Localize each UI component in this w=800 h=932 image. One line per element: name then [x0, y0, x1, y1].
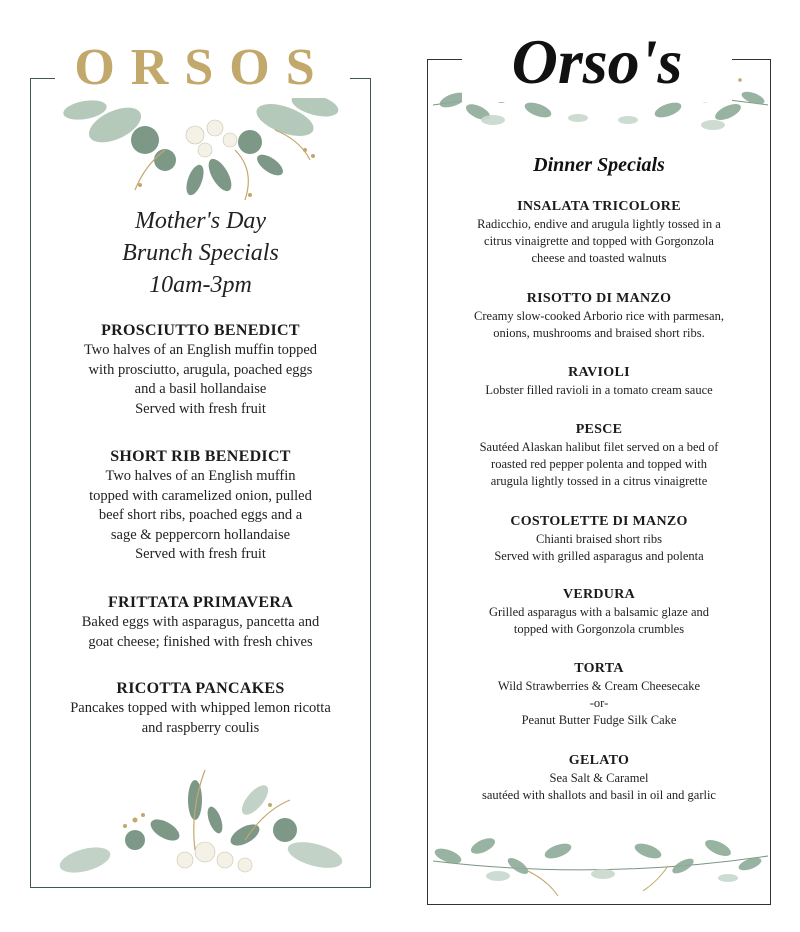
item-name: RICOTTA PANCAKES: [116, 680, 285, 697]
item-desc-line: Grilled asparagus with a balsamic glaze and: [488, 605, 710, 619]
menu-item: [48, 446, 353, 565]
menu-item: [455, 364, 743, 399]
menu-item: [455, 752, 743, 804]
item-desc-line: Pancakes topped with whipped lemon ricotta: [70, 700, 331, 716]
menu-item: [48, 678, 353, 738]
item-desc-line: Two halves of an English muffin: [105, 468, 296, 484]
item-desc-line: -or-: [589, 696, 609, 710]
item-desc-line: Baked eggs with asparagus, pancetta and: [81, 614, 320, 630]
item-name: COSTOLETTE DI MANZO: [510, 514, 688, 529]
item-name: GELATO: [568, 753, 630, 768]
item-desc-line: Wild Strawberries & Cream Cheesecake: [497, 679, 701, 693]
hours: 10am-3pm: [149, 272, 252, 298]
menu-item: [455, 586, 743, 638]
item-desc-line: Creamy slow-cooked Arborio rice with parmesan,: [474, 309, 724, 323]
item-desc-line: Served with grilled asparagus and polenta: [494, 549, 704, 563]
menu-item: [48, 592, 353, 652]
floral-top-left-illustration: [45, 80, 355, 210]
item-desc-line: cheese and toasted walnuts: [531, 251, 667, 265]
item-desc-line: arugula lightly tossed in a citrus vinaigrette: [490, 474, 708, 488]
menu-item: [48, 320, 353, 419]
title-line-1: Mother's Day: [134, 208, 267, 234]
item-desc-line: Sea Salt & Caramel: [549, 771, 649, 785]
menu-item: [455, 513, 743, 565]
menu-item: [455, 660, 743, 729]
item-desc-line: Two halves of an English muffin topped: [83, 342, 318, 358]
item-desc-line: topped with Gorgonzola crumbles: [513, 622, 685, 636]
floral-bottom-left-illustration: [45, 760, 355, 886]
item-desc-line: sage & peppercorn hollandaise: [110, 526, 291, 543]
item-name: PROSCIUTTO BENEDICT: [101, 322, 300, 339]
item-desc-line: and a basil hollandaise: [134, 381, 267, 397]
dinner-title: Dinner Specials: [533, 154, 665, 176]
item-desc-line: Peanut Butter Fudge Silk Cake: [521, 713, 677, 727]
item-desc-line: roasted red pepper polenta and topped with: [491, 457, 707, 471]
floral-bottom-right-illustration: [428, 826, 770, 896]
item-desc-line: Served with fresh fruit: [135, 400, 266, 417]
item-desc-line: Served with fresh fruit: [135, 546, 266, 562]
brand-logo: Orso's: [462, 22, 732, 102]
menu-item: [455, 198, 743, 267]
brand-logo: ORSOS: [55, 38, 350, 98]
item-name: SHORT RIB BENEDICT: [110, 448, 291, 465]
item-desc-line: and raspberry coulis: [141, 719, 260, 736]
item-desc-line: Radicchio, endive and arugula lightly tossed in a: [477, 217, 721, 231]
item-desc-line: Lobster filled ravioli in a tomato cream sauce: [485, 383, 713, 397]
menu-item: [455, 290, 743, 342]
item-desc-line: sautéed with shallots and basil in oil and garlic: [482, 788, 716, 802]
item-name: PESCE: [575, 422, 623, 437]
menu-item: [455, 421, 743, 490]
item-name: VERDURA: [562, 587, 636, 602]
title-line-2: Brunch Specials: [122, 240, 279, 266]
item-name: RISOTTO DI MANZO: [526, 291, 672, 306]
item-name: TORTA: [574, 661, 624, 676]
item-desc-line: topped with caramelized onion, pulled: [89, 487, 312, 504]
item-name: RAVIOLI: [568, 365, 630, 380]
item-desc-line: beef short ribs, poached eggs and a: [98, 507, 303, 523]
item-name: FRITTATA PRIMAVERA: [107, 594, 294, 611]
item-desc-line: citrus vinaigrette and topped with Gorgonzola: [484, 234, 714, 248]
item-desc-line: goat cheese; finished with fresh chives: [88, 633, 313, 650]
item-name: INSALATA TRICOLORE: [517, 199, 681, 214]
item-desc-line: with prosciutto, arugula, poached eggs: [88, 361, 313, 378]
item-desc-line: onions, mushrooms and braised short ribs.: [493, 326, 705, 340]
brunch-title: [60, 205, 341, 301]
item-desc-line: Sautéed Alaskan halibut filet served on a bed of: [479, 440, 719, 454]
item-desc-line: Chianti braised short ribs: [535, 532, 663, 546]
